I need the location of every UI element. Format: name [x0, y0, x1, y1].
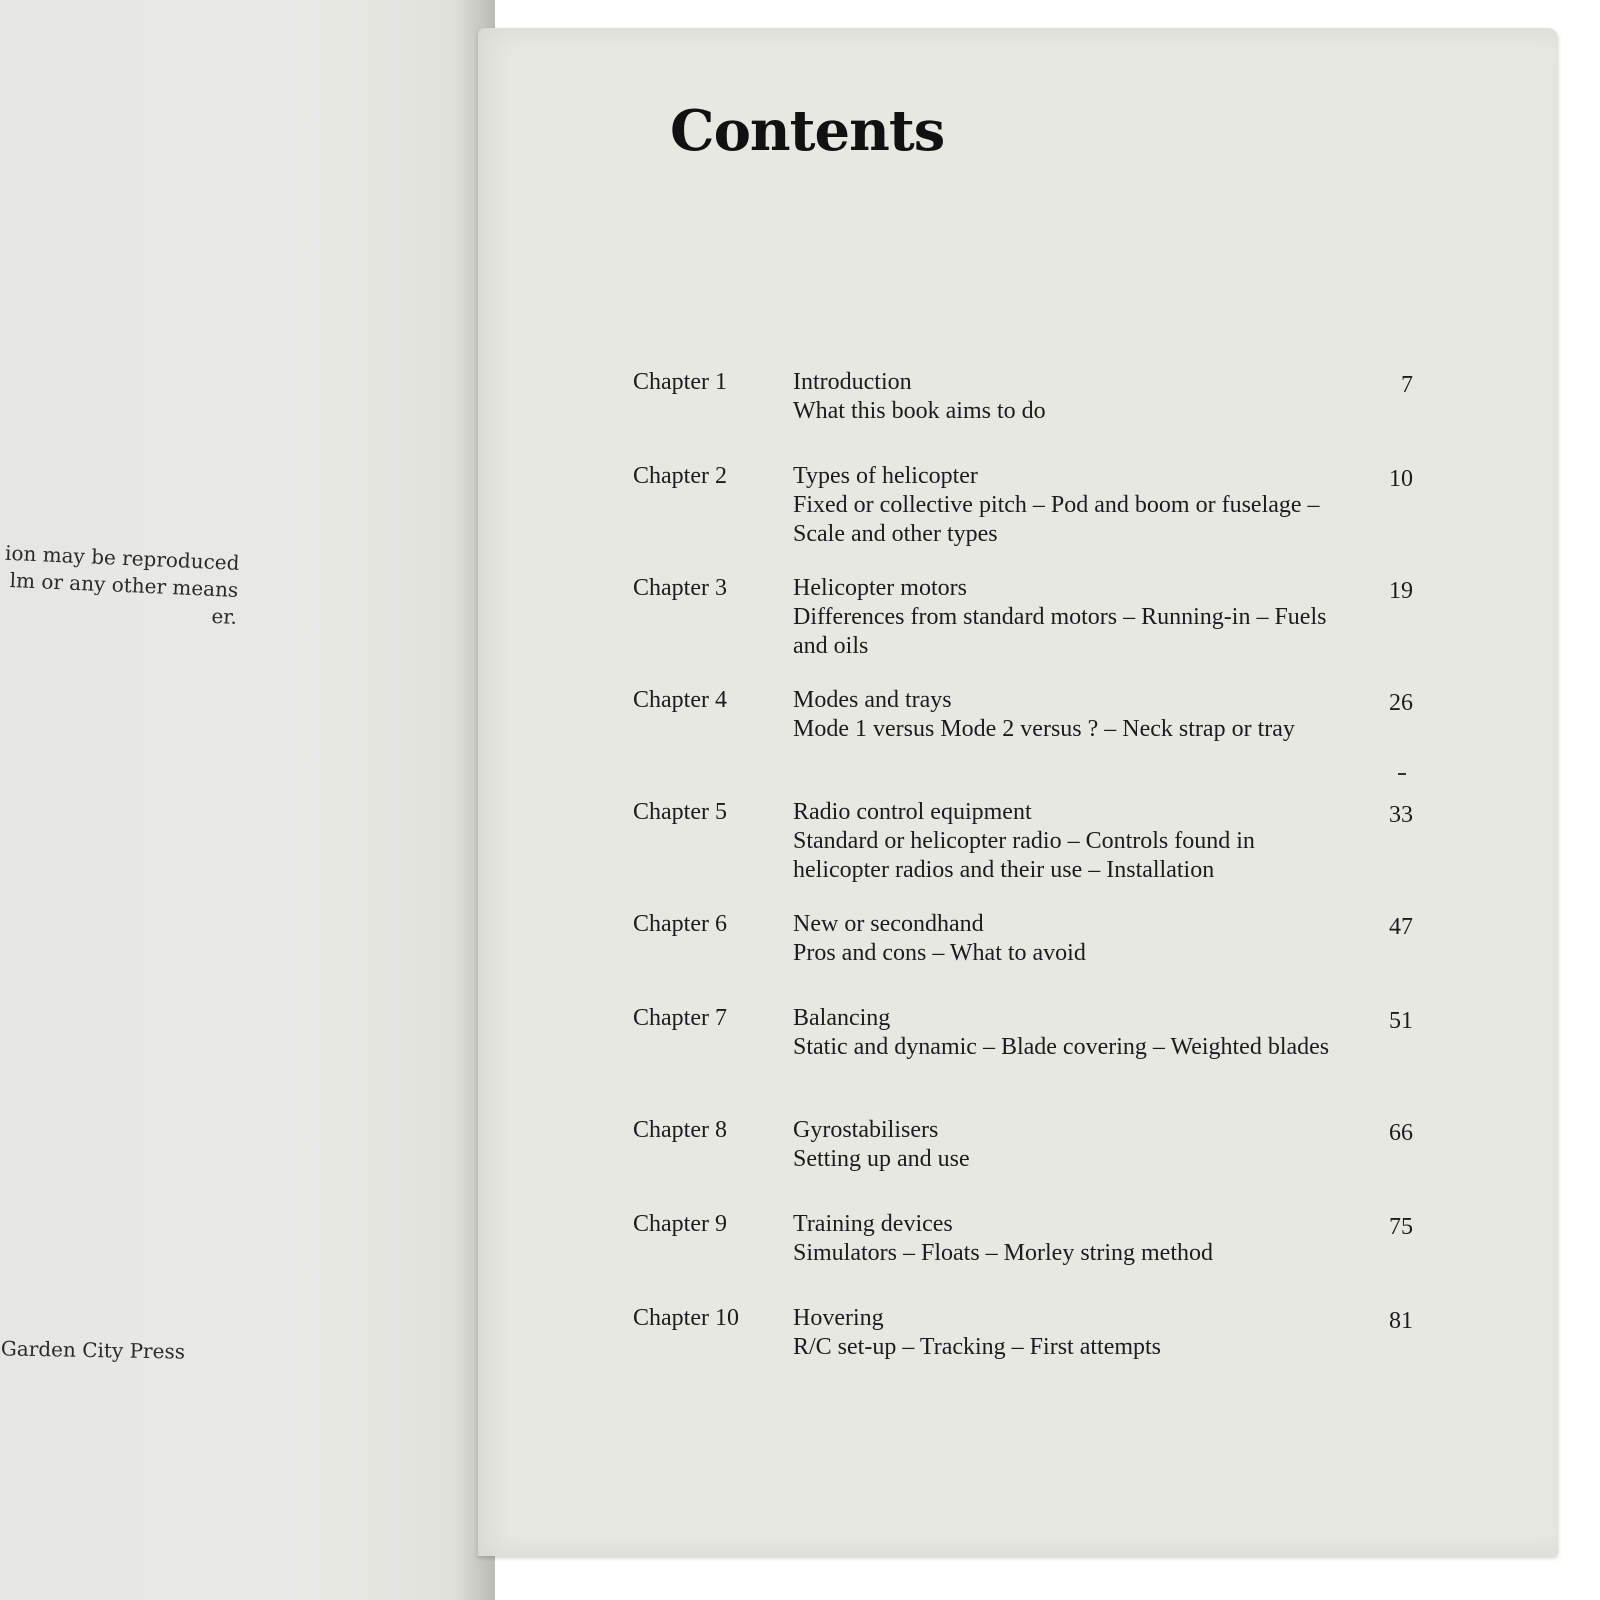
chapter-body [793, 462, 1333, 549]
table-of-contents [633, 368, 1413, 1398]
chapter-number: Chapter 5 [633, 799, 727, 825]
chapter-description: Fixed or collective pitch – Pod and boom or fuselage – Scale and other types [793, 492, 1320, 547]
chapter-title: Radio control equipment [793, 799, 1032, 825]
page-number: 47 [1389, 914, 1413, 940]
print-mark [1398, 773, 1406, 775]
page-number: 10 [1389, 466, 1413, 492]
contents-page [478, 28, 1558, 1556]
chapter-title: Types of helicopter [793, 463, 978, 489]
toc-entry [633, 1116, 1413, 1210]
copyright-notice [0, 540, 240, 631]
toc-entry [633, 368, 1413, 462]
chapter-title: Gyrostabilisers [793, 1117, 939, 1143]
chapter-body [793, 574, 1333, 661]
toc-entry [633, 574, 1413, 686]
toc-entry [633, 462, 1413, 574]
page-number: 81 [1389, 1308, 1413, 1334]
toc-entry [633, 1004, 1413, 1116]
chapter-title: Introduction [793, 369, 912, 395]
chapter-title: Hovering [793, 1305, 884, 1331]
chapter-title: New or secondhand [793, 911, 984, 937]
toc-entry [633, 1210, 1413, 1304]
chapter-description: Mode 1 versus Mode 2 versus ? – Neck strap or tray [793, 716, 1295, 742]
page-number: 51 [1389, 1008, 1413, 1034]
chapter-number: Chapter 6 [633, 911, 727, 937]
chapter-body [793, 1304, 1333, 1362]
chapter-body [793, 1116, 1333, 1174]
toc-entry [633, 1304, 1413, 1398]
chapter-body [793, 1210, 1333, 1268]
chapter-number: Chapter 2 [633, 463, 727, 489]
chapter-description: What this book aims to do [793, 398, 1046, 424]
chapter-description: Pros and cons – What to avoid [793, 940, 1086, 966]
chapter-description: Simulators – Floats – Morley string method [793, 1240, 1213, 1266]
chapter-number: Chapter 3 [633, 575, 727, 601]
chapter-number: Chapter 10 [633, 1305, 739, 1331]
chapter-number: Chapter 9 [633, 1211, 727, 1237]
chapter-description: Standard or helicopter radio – Controls found in helicopter radios and their use – Installation [793, 828, 1255, 883]
page-number: 66 [1389, 1120, 1413, 1146]
chapter-description: Differences from standard motors – Running-in – Fuels and oils [793, 604, 1327, 659]
chapter-description: R/C set-up – Tracking – First attempts [793, 1334, 1162, 1360]
page-title: Contents [670, 98, 945, 164]
chapter-body [793, 368, 1333, 426]
chapter-title: Helicopter motors [793, 575, 967, 601]
page-number: 7 [1401, 372, 1413, 398]
toc-entry [633, 686, 1413, 798]
printer-name: Garden City Press [0, 1336, 186, 1364]
imprint-line: er. [211, 603, 238, 629]
chapter-number: Chapter 8 [633, 1117, 727, 1143]
chapter-body [793, 910, 1333, 968]
imprint-line: ion may be reproduced [4, 540, 240, 575]
left-page [0, 0, 495, 1600]
chapter-number: Chapter 1 [633, 369, 727, 395]
chapter-description: Static and dynamic – Blade covering – Weighted blades [793, 1034, 1330, 1060]
chapter-title: Balancing [793, 1005, 891, 1031]
chapter-title: Training devices [793, 1211, 953, 1237]
chapter-title: Modes and trays [793, 687, 952, 713]
toc-entry [633, 798, 1413, 910]
page-number: 33 [1389, 802, 1413, 828]
chapter-number: Chapter 4 [633, 687, 727, 713]
chapter-description: Setting up and use [793, 1146, 970, 1172]
page-number: 26 [1389, 690, 1413, 716]
page-number: 19 [1389, 578, 1413, 604]
chapter-body [793, 798, 1333, 885]
toc-entry [633, 910, 1413, 1004]
imprint-line: lm or any other means [9, 567, 239, 602]
chapter-body [793, 1004, 1333, 1062]
chapter-body [793, 686, 1333, 744]
chapter-number: Chapter 7 [633, 1005, 727, 1031]
page-number: 75 [1389, 1214, 1413, 1240]
